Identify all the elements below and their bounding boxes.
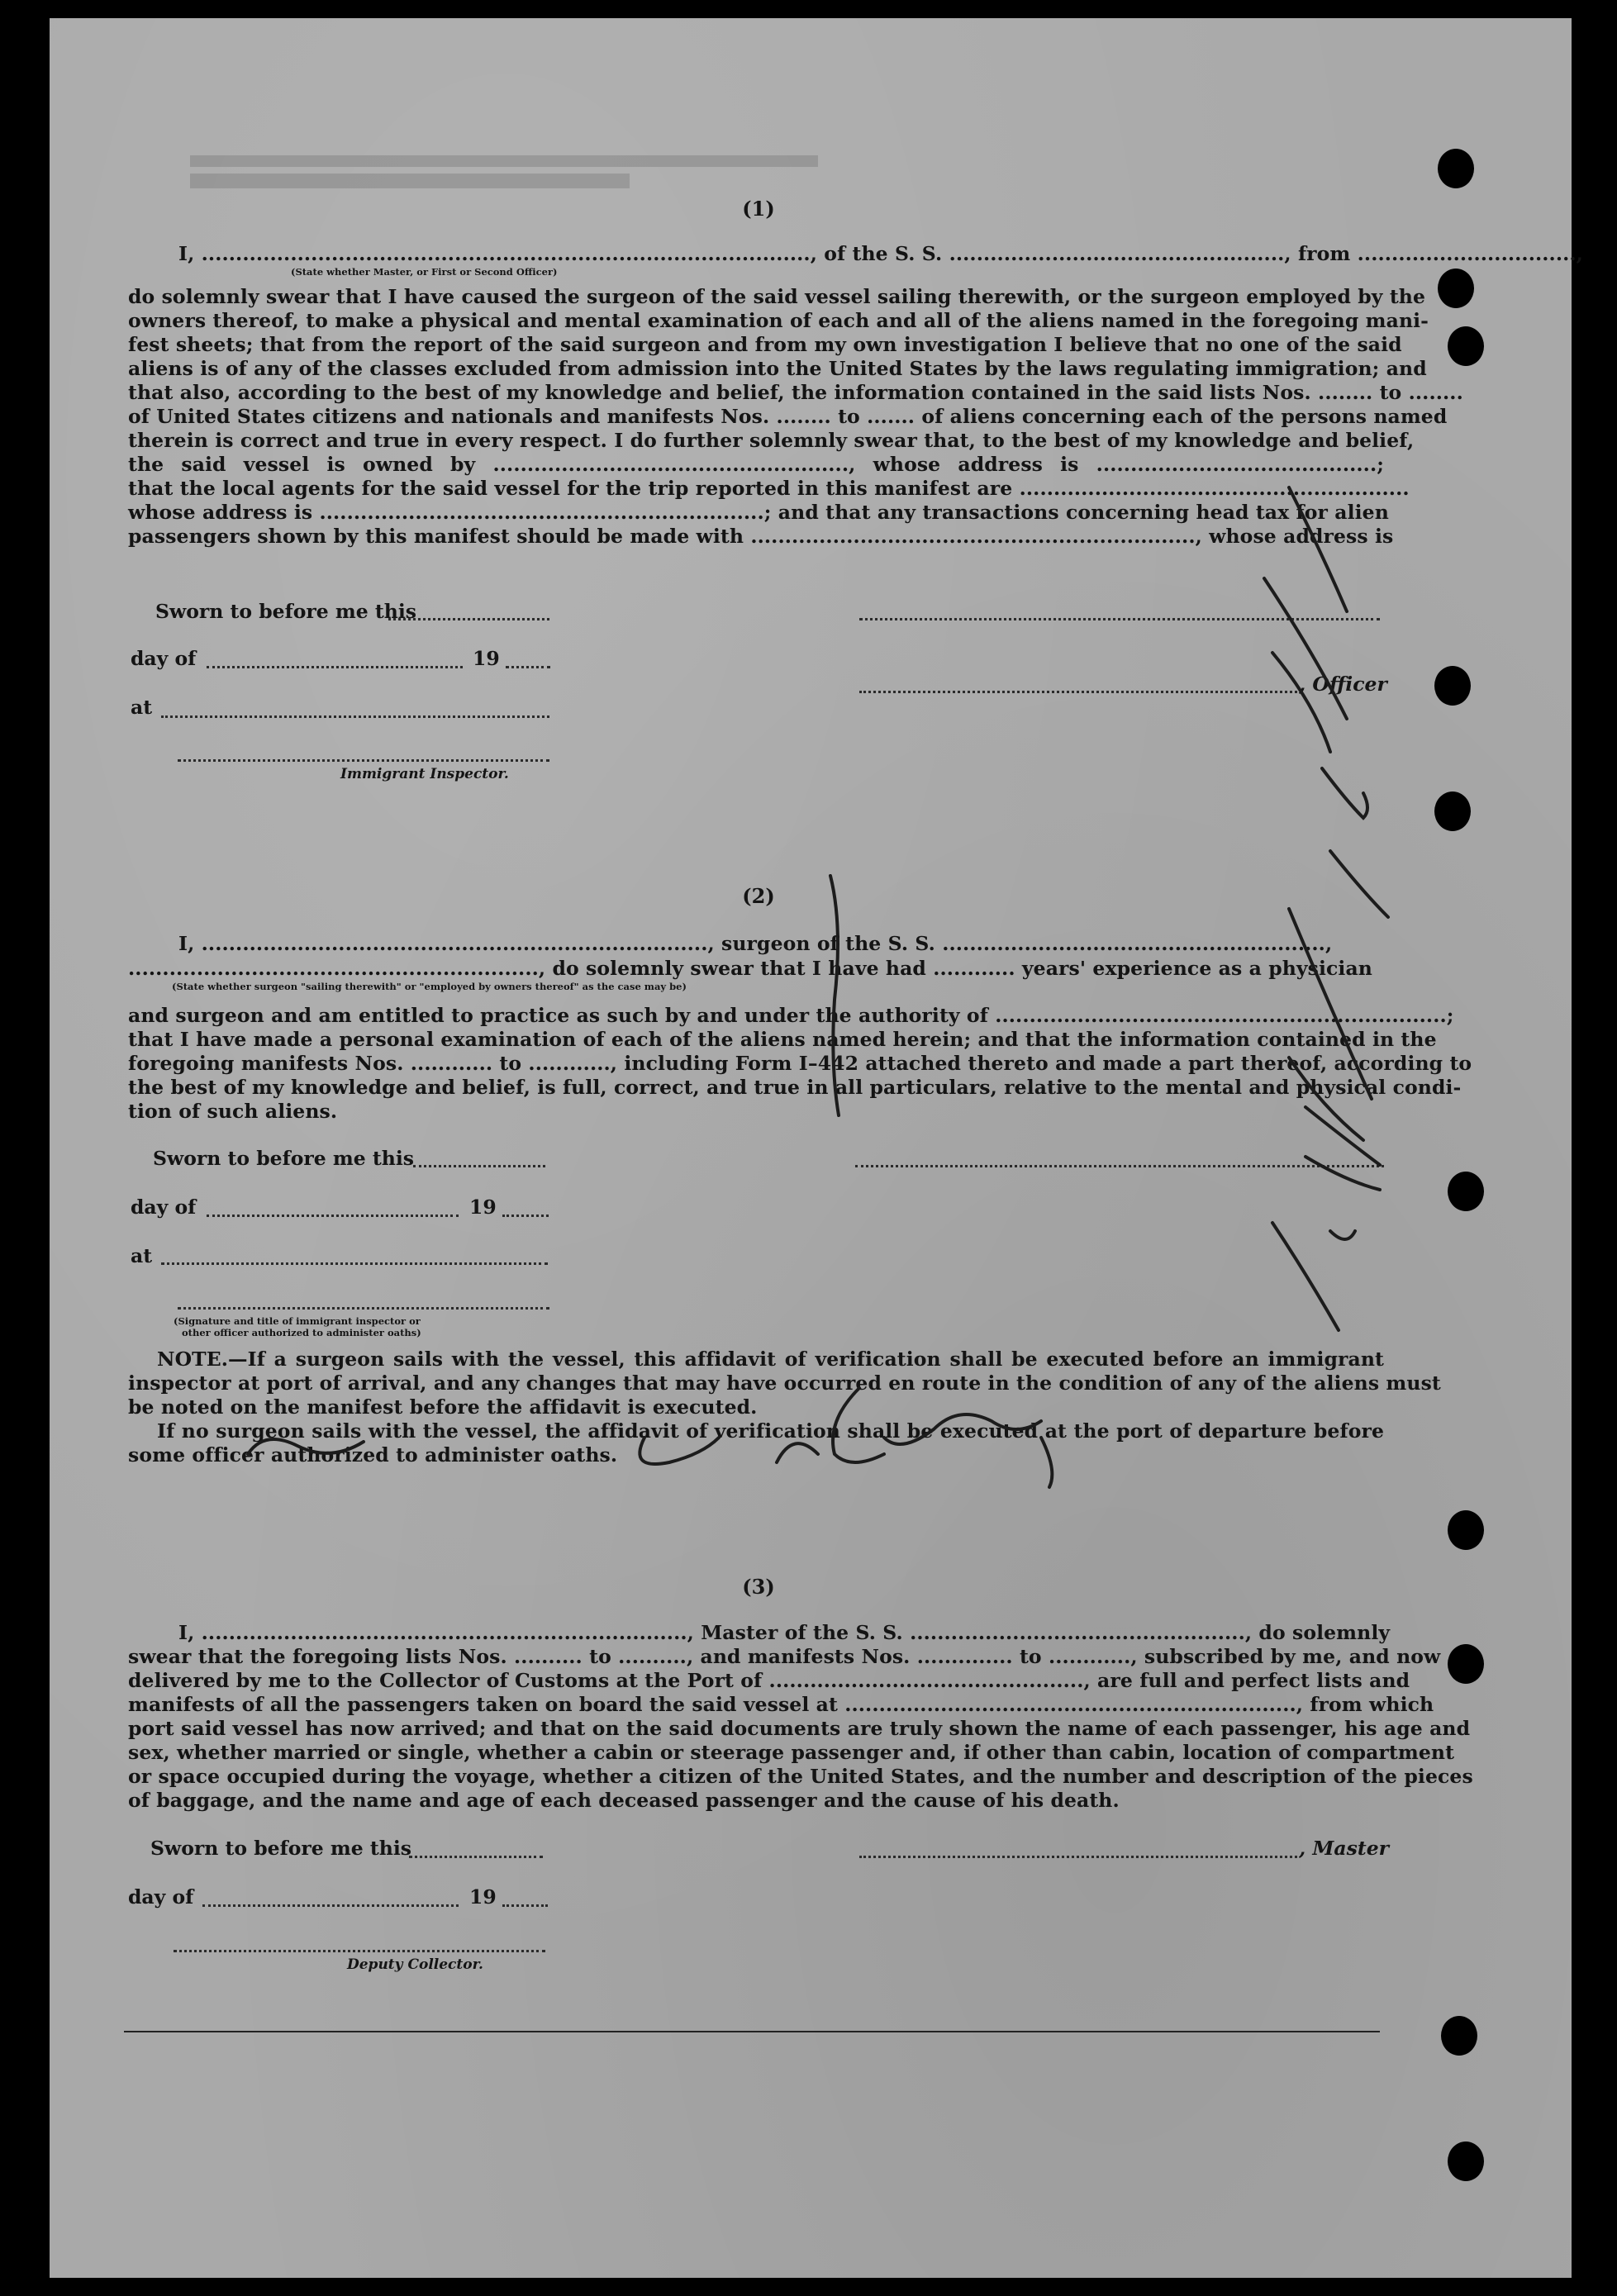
master-officer-caption: (State whether Master, or First or Second Officer) bbox=[291, 266, 558, 278]
bleed-through-header bbox=[190, 149, 818, 198]
punch-hole bbox=[1448, 1510, 1484, 1550]
at-blank bbox=[161, 1262, 548, 1265]
section-2-line: tion of such aliens. bbox=[128, 1100, 338, 1123]
section-2-line: that I have made a personal examination of each of the aliens named herein; and that the information contained in the bbox=[128, 1028, 1437, 1051]
section-1-line: owners thereof, to make a physical and mental examination of each and all of the aliens named in the foregoing mani- bbox=[128, 309, 1429, 332]
section-2-line: I, .........................................................................., surgeon of the S. S. ........................................................, bbox=[178, 932, 1333, 955]
section-1-line: of United States citizens and nationals and manifests Nos. ........ to ....... of aliens concerning each of the persons named bbox=[128, 405, 1448, 428]
sworn-date-blank bbox=[413, 1165, 545, 1167]
sworn-date-blank bbox=[388, 618, 549, 620]
section-3-line: or space occupied during the voyage, whether a citizen of the United States, and the number and description of the pieces bbox=[128, 1765, 1473, 1788]
section-3-line: swear that the foregoing lists Nos. .......... to .........., and manifests Nos. .............. to ............, subscribed by me, and now bbox=[128, 1645, 1441, 1668]
note-line: inspector at port of arrival, and any changes that may have occurred en route in the condition of any of the aliens must bbox=[128, 1371, 1441, 1395]
year-label-2: 19 bbox=[469, 1196, 497, 1219]
punch-hole bbox=[1448, 326, 1484, 366]
section-3-line: port said vessel has now arrived; and that on the said documents are truly shown the name of each passenger, his age and bbox=[128, 1717, 1471, 1740]
section-1-line: I, ........................................................................................., of the S. S. ................................................., from ................................, bbox=[178, 242, 1583, 265]
section-3-line: I, ......................................................................., Master of the S. S. ................................................., do solemnly bbox=[178, 1621, 1391, 1644]
section-3-line: manifests of all the passengers taken on board the said vessel at .................................................................., from which bbox=[128, 1693, 1434, 1716]
section-2-line: foregoing manifests Nos. ............ to ............, including Form I–442 attached thereto and made a part thereof, according to bbox=[128, 1052, 1472, 1075]
punch-hole bbox=[1434, 791, 1471, 831]
section-1-line: therein is correct and true in every respect. I do further solemnly swear that, to the best of my knowledge and belief, bbox=[128, 429, 1415, 452]
deputy-collector-caption: Deputy Collector. bbox=[347, 1956, 483, 1973]
note-line: be noted on the manifest before the affidavit is executed. bbox=[128, 1395, 758, 1419]
year-blank bbox=[502, 1215, 549, 1217]
section-3-line: delivered by me to the Collector of Customs at the Port of .............................................., are full and perfect lists and bbox=[128, 1669, 1410, 1692]
section-2-line: and surgeon and am entitled to practice as such by and under the authority of ..................................................................; bbox=[128, 1004, 1454, 1027]
punch-hole bbox=[1448, 2142, 1484, 2181]
signature-caption: other officer authorized to administer oaths) bbox=[182, 1327, 421, 1338]
day-blank bbox=[207, 1215, 459, 1217]
section-1-number: (1) bbox=[742, 197, 775, 221]
section-1-line: do solemnly swear that I have caused the surgeon of the said vessel sailing therewith, or the surgeon employed by the bbox=[128, 285, 1426, 308]
signature-caption: (Signature and title of immigrant inspector or bbox=[174, 1315, 421, 1327]
master-label: , Master bbox=[1299, 1837, 1390, 1860]
at-label-1: at bbox=[131, 696, 153, 719]
punch-hole bbox=[1441, 2016, 1477, 2056]
sworn-label-1: Sworn to before me this bbox=[155, 600, 417, 623]
section-1-line: passengers shown by this manifest should be made with ................................................................., whose address is bbox=[128, 525, 1394, 548]
day-label-2: day of bbox=[131, 1196, 197, 1219]
day-label-1: day of bbox=[131, 647, 197, 670]
day-blank bbox=[202, 1904, 459, 1907]
section-3-line: sex, whether married or single, whether a cabin or steerage passenger and, if other than cabin, location of compartment bbox=[128, 1741, 1455, 1764]
surgeon-signature-blank bbox=[855, 1165, 1384, 1167]
section-2-number: (2) bbox=[742, 884, 775, 908]
section-2-line: ............................................................, do solemnly swear that I have had ............ years' experience as a physician bbox=[128, 957, 1372, 980]
officer-signature-blank bbox=[859, 618, 1380, 620]
note-line: some officer authorized to administer oaths. bbox=[128, 1443, 618, 1466]
at-label-2: at bbox=[131, 1244, 153, 1267]
officer-label: , Officer bbox=[1299, 673, 1387, 696]
section-1-line: aliens is of any of the classes excluded from admission into the United States by the laws regulating immigration; and bbox=[128, 357, 1427, 380]
surgeon-status-caption: (State whether surgeon "sailing therewith" or "employed by owners thereof" as the case may be) bbox=[172, 981, 687, 992]
immigrant-inspector-caption: Immigrant Inspector. bbox=[340, 766, 509, 782]
collector-signature-blank bbox=[174, 1950, 545, 1952]
section-1-line: that the local agents for the said vessel for the trip reported in this manifest are ......................................................... bbox=[128, 477, 1410, 500]
bottom-rule bbox=[124, 2031, 1380, 2032]
inspector-signature-blank bbox=[178, 1307, 549, 1310]
punch-hole bbox=[1438, 149, 1474, 188]
section-1-line: that also, according to the best of my knowledge and belief, the information contained in the said lists Nos. ........ to ........ bbox=[128, 381, 1463, 404]
punch-hole bbox=[1448, 1172, 1484, 1211]
officer-name-blank bbox=[859, 691, 1297, 693]
sworn-label-3: Sworn to before me this bbox=[150, 1837, 412, 1860]
punch-hole bbox=[1448, 1644, 1484, 1684]
day-label-3: day of bbox=[128, 1885, 194, 1909]
year-blank bbox=[506, 666, 550, 668]
note-line: If no surgeon sails with the vessel, the affidavit of verification shall be executed at the port of departure before bbox=[157, 1419, 1384, 1443]
sworn-label-2: Sworn to before me this bbox=[153, 1147, 415, 1170]
section-2-line: the best of my knowledge and belief, is full, correct, and true in all particulars, relative to the mental and physical condi- bbox=[128, 1076, 1462, 1099]
punch-hole bbox=[1438, 269, 1474, 308]
day-blank bbox=[207, 666, 463, 668]
note-line: NOTE.—If a surgeon sails with the vessel, this affidavit of verification shall be executed before an immigrant bbox=[157, 1348, 1384, 1371]
section-1-line: fest sheets; that from the report of the said surgeon and from my own investigation I believe that no one of the said bbox=[128, 333, 1402, 356]
section-3-line: of baggage, and the name and age of each deceased passenger and the cause of his death. bbox=[128, 1789, 1120, 1812]
year-label-1: 19 bbox=[473, 647, 500, 670]
section-3-number: (3) bbox=[742, 1575, 775, 1599]
punch-hole bbox=[1434, 666, 1471, 706]
section-1-line: whose address is .................................................................; and that any transactions concerning head tax for alien bbox=[128, 501, 1389, 524]
at-blank bbox=[161, 715, 549, 718]
section-1-line: the said vessel is owned by ...................................................., whose address is .........................................; bbox=[128, 453, 1384, 476]
year-label-3: 19 bbox=[469, 1885, 497, 1909]
inspector-signature-blank bbox=[178, 759, 549, 762]
master-signature-blank bbox=[859, 1856, 1297, 1858]
year-blank bbox=[502, 1904, 548, 1907]
sworn-date-blank bbox=[409, 1856, 543, 1858]
